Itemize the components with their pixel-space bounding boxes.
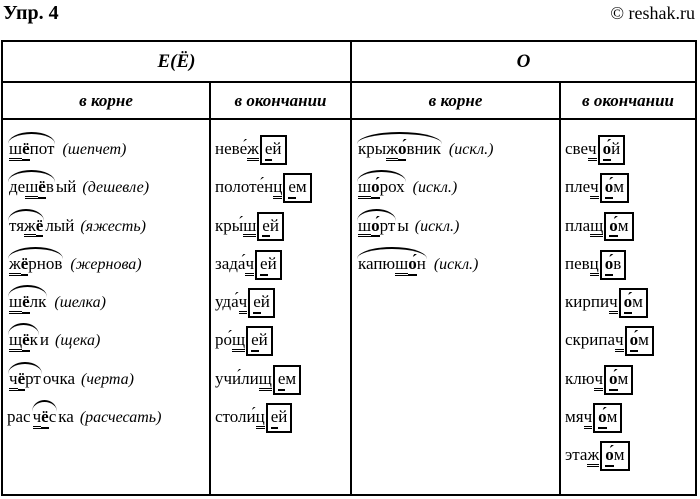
word-text: зада́ (215, 253, 246, 273)
word-text: рас (7, 407, 31, 427)
orthogram-condition-letter: ж (247, 140, 259, 161)
word-text: й (260, 292, 270, 312)
word-row (215, 207, 348, 245)
root-arc (7, 177, 56, 199)
orthogram-condition-letter: ч (609, 293, 618, 314)
orthogram-condition-letter: ж (386, 140, 398, 161)
orthogram-condition-letter: щ (9, 331, 22, 352)
root-arc (356, 177, 407, 199)
word-text: эта (565, 445, 588, 465)
orthogram-condition-letter: щ (259, 370, 272, 391)
word-text: мя (565, 407, 584, 427)
orthogram-letter: о́ (408, 255, 417, 276)
word-text: й (267, 253, 277, 273)
word-text: пле (565, 177, 591, 197)
ending-vowel: е (288, 178, 296, 199)
orthogram-condition-letter: щ (590, 217, 603, 238)
orthogram-condition-letter: ч (9, 370, 18, 391)
orthogram-letter: о́ (630, 331, 639, 352)
word-text: в (45, 177, 54, 197)
word-row (565, 207, 693, 245)
root-arc (7, 254, 64, 276)
ending-box (619, 288, 648, 318)
check-word-hint: (жернова) (70, 255, 142, 273)
cell-e-ending (209, 120, 350, 494)
orthogram-letter: ё (18, 370, 26, 391)
word-row (565, 168, 693, 206)
word-text: лк (29, 292, 47, 312)
word-text: с (48, 407, 57, 427)
word-text: неве́ (215, 139, 248, 158)
orthogram-letter: ё (22, 293, 30, 314)
orthogram-letter: ё (36, 217, 44, 238)
root-arc (356, 254, 428, 276)
orthogram-letter: ё (22, 140, 30, 161)
orthogram-condition-letter: ч (590, 178, 599, 199)
ending-vowel: е (251, 331, 259, 352)
ending-vowel: е (265, 140, 273, 161)
word-text: м (638, 330, 649, 350)
top-bar (0, 0, 700, 40)
orthogram-letter: ё (38, 178, 46, 199)
check-word-hint: (черта) (81, 370, 134, 388)
subheader-o-root: в корне (350, 83, 559, 120)
word-text: све (565, 139, 589, 158)
word-text: й (272, 139, 282, 158)
word-row (215, 398, 348, 436)
orthogram-condition-letter: ч (584, 408, 593, 429)
orthogram-letter: о́ (605, 255, 614, 276)
ending-box (600, 441, 629, 471)
word-row (7, 398, 207, 436)
ending-vowel: е (278, 370, 286, 391)
orthogram-condition-letter: ш (243, 217, 256, 238)
ending-box (600, 173, 629, 203)
ending-box (604, 365, 633, 395)
word-row (215, 360, 348, 398)
orthogram-condition-letter: ч (588, 140, 597, 161)
word-row (215, 130, 348, 168)
word-text: и (39, 330, 50, 350)
subheader-e-ending: в окончании (209, 83, 350, 120)
word-text: кирпи (565, 292, 610, 312)
word-text: й (278, 407, 288, 427)
ending-box (283, 173, 311, 203)
word-text: очка (42, 368, 75, 388)
word-text: вник (406, 139, 441, 158)
orthogram-letter: о́ (609, 217, 618, 238)
word-text: капю (358, 253, 396, 273)
orthogram-letter: ё (22, 331, 30, 352)
page-title: Упр. 4 (3, 2, 59, 24)
orthogram-letter: о́ (605, 178, 614, 199)
word-row (356, 207, 557, 245)
root-arc (356, 139, 443, 161)
word-text: й (269, 215, 279, 235)
word-text: рт (25, 368, 41, 388)
word-text: й (258, 330, 268, 350)
ending-box (598, 135, 626, 165)
orthogram-letter: о́ (624, 293, 633, 314)
word-text: ы (397, 215, 409, 235)
word-text: ка (58, 407, 74, 427)
word-text: уда́ (215, 292, 239, 312)
subheader-o-ending: в окончании (559, 83, 695, 120)
orthogram-condition-letter: ш (358, 178, 371, 199)
check-word-hint: (искл.) (433, 255, 479, 273)
word-text: кры́ (215, 215, 244, 235)
word-row (565, 283, 693, 321)
group-header-e: Е(Ё) (3, 42, 350, 83)
orthogram-condition-letter: ц (590, 255, 599, 276)
root-arc (31, 407, 59, 429)
ending-box (266, 403, 293, 433)
word-text: пот (29, 139, 55, 158)
orthogram-condition-letter: ч (615, 331, 624, 352)
ending-box (248, 288, 275, 318)
word-row (565, 360, 693, 398)
ending-box (625, 326, 654, 356)
word-text: клю (565, 368, 595, 388)
word-text: полоте́н (215, 177, 274, 197)
orthogram-letter: о́ (398, 140, 407, 161)
root-arc (7, 139, 56, 161)
group-header-o: О (350, 42, 695, 83)
orthogram-condition-letter: ж (587, 446, 599, 467)
root-arc (7, 330, 40, 352)
check-word-hint: (яжесть) (80, 217, 146, 235)
word-row (356, 130, 557, 168)
orthogram-letter: ё (41, 408, 49, 429)
word-text: рох (379, 177, 405, 197)
check-word-hint: (шелка) (54, 294, 106, 312)
orthogram-letter: о́ (371, 178, 380, 199)
orthogram-condition-letter: ш (395, 255, 408, 276)
word-row (7, 168, 207, 206)
orthogram-letter: о́ (598, 408, 607, 429)
check-word-hint: (щека) (55, 332, 101, 350)
word-text: м (617, 368, 629, 388)
orthogram-condition-letter: ж (24, 217, 36, 238)
ending-vowel: е (253, 293, 261, 314)
orthogram-condition-letter: ш (9, 293, 22, 314)
word-text: рт (379, 215, 396, 235)
ending-vowel: е (271, 408, 279, 429)
orthogram-condition-letter: ж (9, 255, 21, 276)
cell-o-ending (559, 120, 695, 494)
word-text: тя (9, 215, 25, 235)
word-row (565, 245, 693, 283)
word-text: рнов (28, 253, 63, 273)
word-text: м (295, 177, 307, 197)
word-row (215, 245, 348, 283)
check-word-hint: (шепчет) (62, 141, 127, 158)
orthogram-condition-letter: ц (256, 408, 265, 429)
word-row (215, 321, 348, 359)
orthogram-condition-letter: ч (594, 370, 603, 391)
word-text: м (613, 177, 624, 197)
ending-box (600, 250, 627, 280)
word-text: м (632, 292, 643, 312)
word-text: к (29, 330, 38, 350)
orthogram-letter: о́ (605, 446, 614, 467)
orthogram-condition-letter: щ (232, 331, 245, 352)
word-text: кры (358, 139, 387, 158)
cell-o-root (350, 120, 559, 494)
word-text: й (611, 139, 621, 158)
orthogram-condition-letter: ш (9, 140, 22, 161)
check-word-hint: (искл.) (414, 217, 460, 235)
word-text: учи́ли (215, 368, 259, 388)
word-row (7, 245, 207, 283)
subheader-e-root: в корне (3, 83, 209, 120)
word-text: м (617, 215, 629, 235)
orthogram-condition-letter: ш (358, 217, 371, 238)
cell-e-root (3, 120, 209, 494)
word-text: пла (565, 215, 591, 235)
orthogram-condition-letter: ш (25, 178, 38, 199)
check-word-hint: (дешевле) (82, 179, 150, 197)
exercise-table (1, 40, 697, 496)
root-arc (7, 292, 48, 314)
ending-vowel: е (260, 255, 268, 276)
check-word-hint: (искл.) (412, 179, 458, 197)
check-word-hint: (расчесать) (79, 409, 162, 427)
word-row (356, 245, 557, 283)
word-text: н (416, 253, 426, 273)
ending-box (260, 135, 287, 165)
word-row (565, 321, 693, 359)
orthogram-letter: о́ (609, 370, 618, 391)
word-text: лый (45, 215, 75, 235)
ending-vowel: е (262, 217, 270, 238)
ending-box (273, 365, 301, 395)
ending-box (246, 326, 273, 356)
root-arc (7, 216, 45, 238)
check-word-hint: (искл.) (448, 141, 494, 158)
orthogram-condition-letter: ц (273, 178, 282, 199)
word-row (565, 436, 693, 474)
orthogram-condition-letter: ч (245, 255, 254, 276)
orthogram-condition-letter: ч (33, 408, 42, 429)
word-text: ый (55, 177, 77, 197)
ending-box (604, 212, 633, 242)
word-row (215, 168, 348, 206)
root-arc (356, 216, 397, 238)
word-text: де (9, 177, 26, 197)
word-text: пев (565, 253, 590, 273)
orthogram-letter: ё (21, 255, 29, 276)
orthogram-letter: о́ (603, 140, 612, 161)
word-text: в (613, 253, 622, 273)
word-row (7, 360, 207, 398)
word-row (7, 207, 207, 245)
word-row (356, 168, 557, 206)
word-row (565, 398, 693, 436)
ending-box (257, 212, 284, 242)
ending-box (255, 250, 282, 280)
orthogram-condition-letter: ч (239, 293, 248, 314)
root-arc (7, 369, 43, 391)
copyright-watermark: © reshak.ru (610, 3, 695, 23)
word-row (215, 283, 348, 321)
word-row (7, 130, 207, 168)
ending-box (593, 403, 622, 433)
word-text: столи́ (215, 407, 256, 427)
word-text: скрипа (565, 330, 616, 350)
word-text: ро́ (215, 330, 232, 350)
word-text: м (285, 368, 297, 388)
word-row (565, 130, 693, 168)
word-row (7, 321, 207, 359)
word-text: м (613, 445, 625, 465)
word-row (7, 283, 207, 321)
orthogram-letter: о́ (371, 217, 380, 238)
word-text: м (606, 407, 618, 427)
